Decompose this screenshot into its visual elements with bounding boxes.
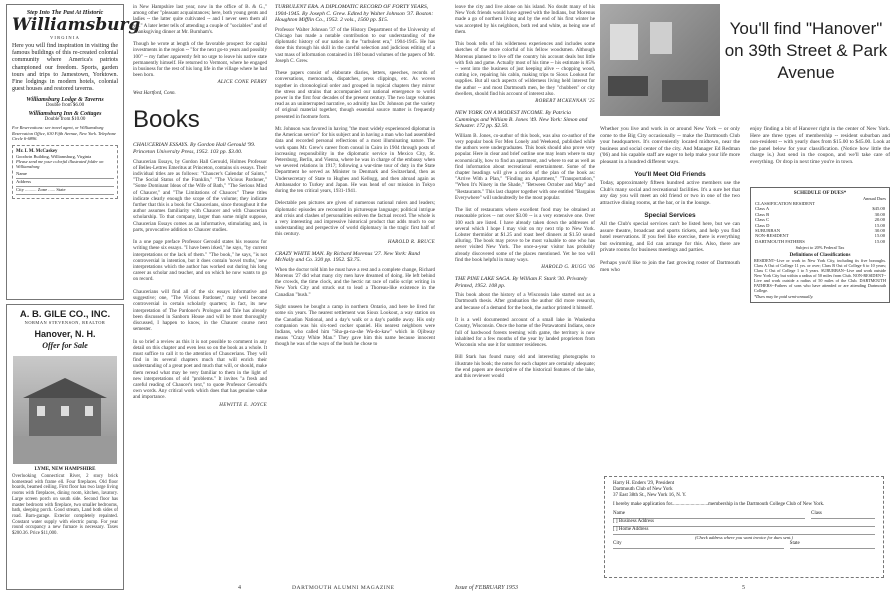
gile-ad [6, 304, 124, 590]
williamsburg-coupon [12, 145, 118, 199]
pine-text: This book about the history of a Wisconsin lake started out as a Dartmouth thesis. After graduation the author did more research, and because of a demand for the book, the author printed it himself. It is a well documented account of a small lake in Waukesha County, Wisconsin. Once the home of the Potawatomi Indians, once full of hardwood forests teeming with game, the territory is now inhabited for a few months of the year by landed proprietors from Wisconsin who use it for summer residences. Bill Stark has found many old and interesting photographs to illustrate his book; the notes for each chapter are certainly adequate; the end papers are descriptive of the historical features of the lake, and this reviewer would [455, 292, 595, 379]
hanover-heading-line1: You'll find "Hanover" [729, 19, 883, 38]
williamsburg-inn-price: Double from $10.00 [44, 117, 86, 123]
page4-column3 [275, 4, 435, 582]
club-lounge-photo [600, 4, 720, 116]
dues-federal-tax: Subject to 20% Federal Tax [795, 245, 845, 251]
gile-location: Hanover, N. H. [34, 329, 96, 339]
chaucer-title: CHAUCERIAN ESSAYS. By Gordon Hall Gerould '99. Princeton University Press, 1952. 103 pp. $3.00. [133, 142, 256, 156]
dues-row-amount: 20.00 [874, 217, 885, 223]
williamsburg-body: Here you will find inspiration in visiting the famous buildings of this re-created colonial community where America's patriots championed our freedom. Sports, garden tours and trips to Jamestown, Yorktown. Fine lodgings in modern hotels, colonial guest houses and restored taverns. [12, 43, 118, 93]
nyc-text: William B. Jones, co-author of this book, was also co-author of the very popular book For Men Lonely and Weekend, published while the authors were undergraduates. This book should also prove very popular. Here in clear and brief outline one may learn where to stay economically, how to find an apartment, and where to eat as well as find information about recreational entertainment. Some of the chapter headings will give a notion of the plan of the book as: "Arrive With a Plan," "Finding an Apartment," "Transportation," "When It's Ninety in the Shade," "Between October and May" and "Restaurants." This last chapter together with one entitled "Bargains Everywhere" will undoubtedly be the most popular. The list of restaurants where excellent food may be obtained at reasonable prices -- not over $3.00 -- is a very extensive one. Over 100 each are listed. I have already taken down the addresses of several which I hope I may visit on my next trip to New York. Lobster thermidor at $1.25 and roast beef dinners at $1.50 sound alluring. The book may prove to be most valuable to one who has never visited New York. The once-a-year visitor has probably already discovered some of the places mentioned. Yet he too will find the book helpful in many ways. [455, 132, 595, 263]
dues-row-amount: 15.00 [874, 238, 885, 244]
services-heading: Special Services [644, 212, 696, 219]
issue-date: Issue of FEBRUARY 1953 [455, 585, 519, 591]
coupon-check-note: (Check address where you want invoice for dues sent.) [694, 534, 794, 540]
gile-house-photo [13, 356, 117, 464]
turbulent-signature: HAROLD R. BRUCE [387, 239, 435, 245]
dues-footnote: *Dues may be paid semi-annually. [754, 294, 814, 300]
chaucer-text: Chaucerian Essays, by Gordon Hall Gerould, Holmes Professor of Belles-Lettres Emeritus at Princeton, contains six essays. Their individual titles are as follows: "Chaucer's Calendar of Saints," "The Social Status of the Franklin," "The Vicious Pardoner," "Some Dominant Ideas of the Wife of Bath," "The Serious Mind of Chaucer," and "The Limitations of Chaucer." These titles indicate clearly enough the scope of the volume; they indicate further that this is a book for Chaucerians, since throughout it the author assumes familiarity with Chaucer and with Chaucerian scholarship. To that company, larger than some might suppose, Chaucerian Essays comes as an informative, stimulating and, in parts, provocative addition to Chaucer studies. In a one page preface Professor Gerould states his reasons for writing these six essays. "I have been irked," he says, "by current interpretations or the lack of them." "The book," he says, "is not controversial in intention, but it does contain 'novel truths,' new interpretations which the author has worked out during his long career as scholar and teacher, and on which he now wants to go on record. Chaucerians will find all of the six essays informative and suggestive; one, "The Vicious Pardoner," may well become controversial in certain scholarly quarters; in fact, its new interpretation of The Pardoner's Prologue and Tale has already been discussed in Sanborn House and will be most thoroughly discussed, I happen to know, in the Chaucer course next semester. In so brief a review as this it is not possible to comment in any detail on this chapter and even less so on the book as a whole. It must suffice to call it to the attention of Chaucerians. They will find in its several chapters much that will enrich their understanding of a great poet and much that will, or should, make them reread what may be very familiar to them in the light of new interpretations of old "problems." It invites "a fresh and careful reading of Chaucer's text," to quote Professor Gerould's own words. Any critical work which does that has genuine value and importance. [133, 158, 267, 401]
hanover-heading [722, 18, 890, 84]
turbulent-title: TURBULENT ERA. A DIPLOMATIC RECORD OF FORTY YEARS, 1904-1945. By Joseph C. Grew. Edited by Walter Johnson '37. Boston: Houghton Mifflin Co., 1952. 2 vols., 1560 pp. $15. [275, 4, 434, 24]
dues-heading: SCHEDULE OF DUES* [793, 191, 847, 196]
club-coupon [604, 476, 884, 578]
dues-row-label: Class B [755, 211, 770, 217]
coupon-name: Mr. I. M. McCaskey [16, 149, 58, 155]
coupon-class-field[interactable]: Class [811, 511, 875, 519]
definitions-heading: Definitions of Classifications [789, 253, 851, 259]
coupon-apply-text: I hereby make application for.............................membership in the Dartmouth College Club of New York. [613, 501, 825, 507]
intro-text: in New Hampshire last year, now in the office of B. & G.," among other "pleasant acquaintances; here, both young gents and ladies -- the latter quite cultivated -- and I never seen them all yet." A later letter tells of attending a couple of "sociables" and of Thanksgiving dinner at Mr. Burnham's. Though he wrote at length of the favorable prospect for capital investments in the region -- "for the next go-to years and possibly 100" -- my father apparently felt no urge to leave his native state permanently himself. He returned to Vermont, where he engaged in business for the rest of his long life in the village where he had been born. [133, 4, 267, 79]
crazy-text: When the doctor told him he must have a rest and a complete change, Richard Morenus '27 did what many city men have dreamed of doing. He left behind the crowds, the time clock, and the hectic rat race of radio script writing in New York City and struck out to lead a Thoreau-like existence in the Canadian "bush." Sight unseen he bought a camp in northern Ontario, and here he lived for some six years. The nearest settlement was Sioux Lookout, a way station on the Canadian National, and a day's walk or a day's paddle away. His only companion was his six-toed cocker spaniel. His nearest neighbors were Indians, who called him "Sha-ga-na-she Wa-do-kaw" which in Ojibway means "Crazy White Man." They gave him this name because innocent though he was of the ways of the bush he chose to [275, 266, 435, 348]
books-heading: Books [133, 106, 200, 134]
page-number-left: 4 [238, 585, 241, 591]
coupon-home-field[interactable]: [ ] Home Address [613, 527, 875, 535]
page5-column1 [455, 4, 595, 582]
coupon-city-field[interactable]: City [613, 541, 784, 549]
nyc-signature: HAROLD G. RUGG '06 [541, 265, 595, 271]
hanover-right-col [750, 126, 890, 303]
williamsburg-ad [6, 4, 141, 300]
coupon-business-field[interactable]: [ ] Business Address [613, 519, 875, 527]
crazy-continued-text: leave the city and live alone on his island. No doubt many of his New York friends would have agreed with the Indians, but Morenus made a go of northern living and by the end of his first winter he was accepted by his neighbors, both red and white, as being one of them. This book tells of his wilderness experiences and includes some sketches of the more colorful of his fellow woodsmen. Although Morenus planned to live off the country his account deals but little with fish and game. Actually most of his time -- his estimate is 85% -- went into the business of just keeping alive -- chopping wood, cutting ice, repairing his cabin, making trips to Sioux Lookout for supplies. But all such aspects of wilderness living held interest for the author -- and most Dartmouth men, be they "chubbers" or city dwellers, should find his account of interest also. [455, 4, 595, 97]
services-text: All the Club's special services can't be listed here, but we can assure theatre, broadcast and sports tickets, and help you find hotel reservations. If you feel like exercise, there is everything but swimming, and Ed can arrange for this. Also, there are private rooms for business meetings and parties. Perhaps you'd like to join the fast growing roster of Dartmouth men who [600, 221, 740, 273]
coupon-request: Please send me your colorful illustrated folder on Williamsburg [16, 159, 104, 170]
hanover-left-col [600, 126, 740, 273]
hanover-heading-line2: on 39th Street & Park Avenue [724, 41, 888, 82]
gile-description: Overlooking Connecticut River, 2 story brick homestead with frame ell. Four fireplaces. Old floor boards, beamed ceiling. First floor has two large living rooms with fireplaces, dining room, kitchen, lavatory. Large screen porch on south side. Second floor has master bedroom with fireplace, two smaller bedrooms, bath, sleeping porch. Good stream, Land both sides of road. Barn-garage. Exterior completely repainted. Constant water supply with electric pump. For year round occupancy a new furnace is necessary. Taxes $200.36. Price $11,000. [12, 474, 118, 537]
coupon-org: Goodwin Building, Williamsburg, Virginia [16, 154, 92, 160]
williamsburg-inn: Williamsburg Inn & Cottages [28, 111, 102, 118]
intro-location: West Hartford, Conn. [133, 91, 176, 97]
dues-table [754, 201, 886, 244]
crazy-signature: ROBERT MCKENNAN '25 [535, 99, 595, 105]
dues-row-label: Class A [755, 206, 770, 212]
gile-person: NORMAN STEVENSON, REALTOR [24, 320, 106, 325]
dues-row-amount: 30.00 [874, 228, 885, 234]
dues-row-label: SUBURBAN [755, 228, 781, 234]
gile-offer: Offer for Sale [42, 341, 88, 350]
coupon-addressee: Harry H. Enders '29, President [613, 481, 675, 486]
coupon-state-field[interactable]: State [790, 541, 875, 549]
gile-photo-caption: LYME, NEW HAMPSHIRE [34, 467, 96, 472]
turbulent-text: Professor Walter Johnson '37 of the History Department of the University of Chicago has made a notable contribution to our understanding of the diplomatic history of our nation in the "turbulent era," 1904-1945. He has done this through his skill in the careful selection and judicious editing of a vast mass of information contained in 168 bound volumes of the papers of Mr. Joseph C. Grew. These papers consist of elaborate diaries, letters, speeches, records of conversations, memoranda, dispatches, press clippings, etc. As woven together in chronological order and grouped in topical chapters they mirror the stress and strains that accompanied our national emergence to world power in the first four decades of the present century. The two large volumes read as an uninterrupted narrative, so adroitly has Dr. Johnson put the variety of original material together, though essential source matter is frequently presented in footnote form. Mr. Johnson was favored in having "the most widely experienced diplomat in the American service" for his subject and in having a man who had assembled data and recorded personal reflections of a most illuminating nature. The work spans Mr. Grew's career from consul in Cairo in 1904 through posts of increasing responsibility in the diplomatic service in Mexico City, St. Petersburg, Berlin, and Vienna, where he was in charge of the embassy when we severed relations in 1917; following a war-time tour of duty in the State Department he served as Minister to Denmark and Switzerland, then as Undersecretary of State to Hughes and Kellogg, and then abroad again as Ambassador to Turkey and Japan. He was head of our mission in Tokyo during the ten critical years, 1931-1941. Delectable pen pictures are given of numerous national rulers and leaders; diplomatic episodes are recounted in picturesque language; political intrigue and crisis and clashes of personalities enliven the factual record. The whole is a very interesting and impressive historical product that adds much to our understanding and perspective of world diplomacy in the tragic first half of this century. [275, 26, 435, 238]
gile-name: A. B. GILE CO., INC. [19, 309, 111, 320]
pine-title: THE PINE LAKE SAGA. By William F. Stark '30. Privately Printed, 1952. 108 pp. [455, 276, 588, 289]
meet-heading: You'll Meet Old Friends [634, 171, 706, 178]
chaucer-signature: HEWITTE E. JOYCE [219, 402, 267, 408]
coupon-fields [16, 171, 114, 195]
page4-column2 [133, 4, 267, 582]
definitions-text: RESIDENT--Live or work in New York City, including its five boroughs. Class A Out of College 11 yrs. or over; Class B Out of College 6 to 10 years; Class C Out of College 1 to 5 years. SUBURBAN--Live and work outside New York City but within a radius of 50 miles from Club. NON-RESIDENT--Live and work outside a radius of 50 miles of the Club. DARTMOUTH FATHERS--Fathers of sons who have attended or are attending Dartmouth College. [754, 258, 886, 294]
nyc-title: NEW YORK ON A MODEST INCOME. By Patricia Cummings and William B. Jones '49. New York: Simon and Schuster. 172 pp. $2.50. [455, 110, 588, 130]
dues-row-label: Class C [755, 217, 770, 223]
dues-row-amount: 15.00 [874, 233, 885, 239]
coupon-club-address: 37 East 38th St., New York 16, N. Y. [613, 493, 687, 499]
coupon-field-address[interactable]: Address [16, 179, 114, 187]
williamsburg-lodge: Williamsburg Lodge & Taverns [26, 97, 104, 104]
williamsburg-reservations: For Reservations: see travel agent, or Williamsburg Reservation Office, 630 Fifth Avenue, New York. Telephone Circle 6-6896. [12, 125, 116, 141]
hanover-body-right: enjoy finding a bit of Hanover right in the center of New York. Here are three types of membership -- resident suburban and non-resident -- with yearly dues from $15.00 to $45.00. Look at the panel below for your classification. (Notice how little the charge is.) Just send in the coupon, and we'll take care of everything. Or drop in next time you're in town. [750, 126, 890, 165]
page-number-right: 5 [742, 585, 745, 591]
dues-col-header: Annual Dues [862, 196, 886, 201]
hanover-ad [600, 4, 890, 582]
williamsburg-kicker: Step Into The Past At Historic [26, 9, 104, 16]
dues-row-label: NON-RESIDENT [755, 233, 789, 239]
williamsburg-subtitle: VIRGINIA [49, 35, 81, 40]
dues-row-label: Class D [755, 222, 770, 228]
meet-text: Today, approximately fifteen hundred active members use the Club's many social and recreational facilities. It's a sure bet that any day you will meet an old friend or two in one of the two attractive dining rooms, at the bar, or in the lounge. [600, 180, 740, 206]
dues-row-label: CLASSIFICATION RESIDENT [755, 201, 816, 206]
williamsburg-lodge-price: Double from $6.00 [45, 103, 85, 109]
coupon-club-org: Dartmouth Club of New York [613, 487, 673, 493]
dues-row-amount: 15.00 [874, 222, 885, 228]
coupon-name-field[interactable]: Name [613, 511, 805, 519]
williamsburg-title: Williamsburg [12, 15, 141, 35]
coupon-field-city-zone-state[interactable]: City .......... Zone ...... State [16, 187, 114, 195]
dues-row-amount: $45.00 [872, 206, 885, 212]
magazine-name: DARTMOUTH ALUMNI MAGAZINE [292, 585, 395, 591]
dues-row-label: DARTMOUTH FATHERS [755, 238, 805, 244]
coupon-field-name[interactable]: Name [16, 171, 114, 179]
intro-signature: ALICE CONE PERRY [217, 80, 267, 86]
hanover-body-left: Whether you live and work in or around New York -- or only come to the Big City occasionally -- make the Dartmouth Club your headquarters. It's conveniently located midtown, near the business and social center of the city. And Manager Ed Redman ('06) and his capable staff are eager to help make your life more pleasant in a hundred different ways. [600, 126, 740, 165]
dues-row [754, 239, 886, 244]
dues-schedule [750, 187, 890, 303]
dues-row-amount: 30.00 [874, 211, 885, 217]
crazy-title: CRAZY WHITE MAN. By Richard Morenus '27. New York: Rand McNally and Co. 320 pp. 1952. $3.75. [275, 250, 420, 264]
